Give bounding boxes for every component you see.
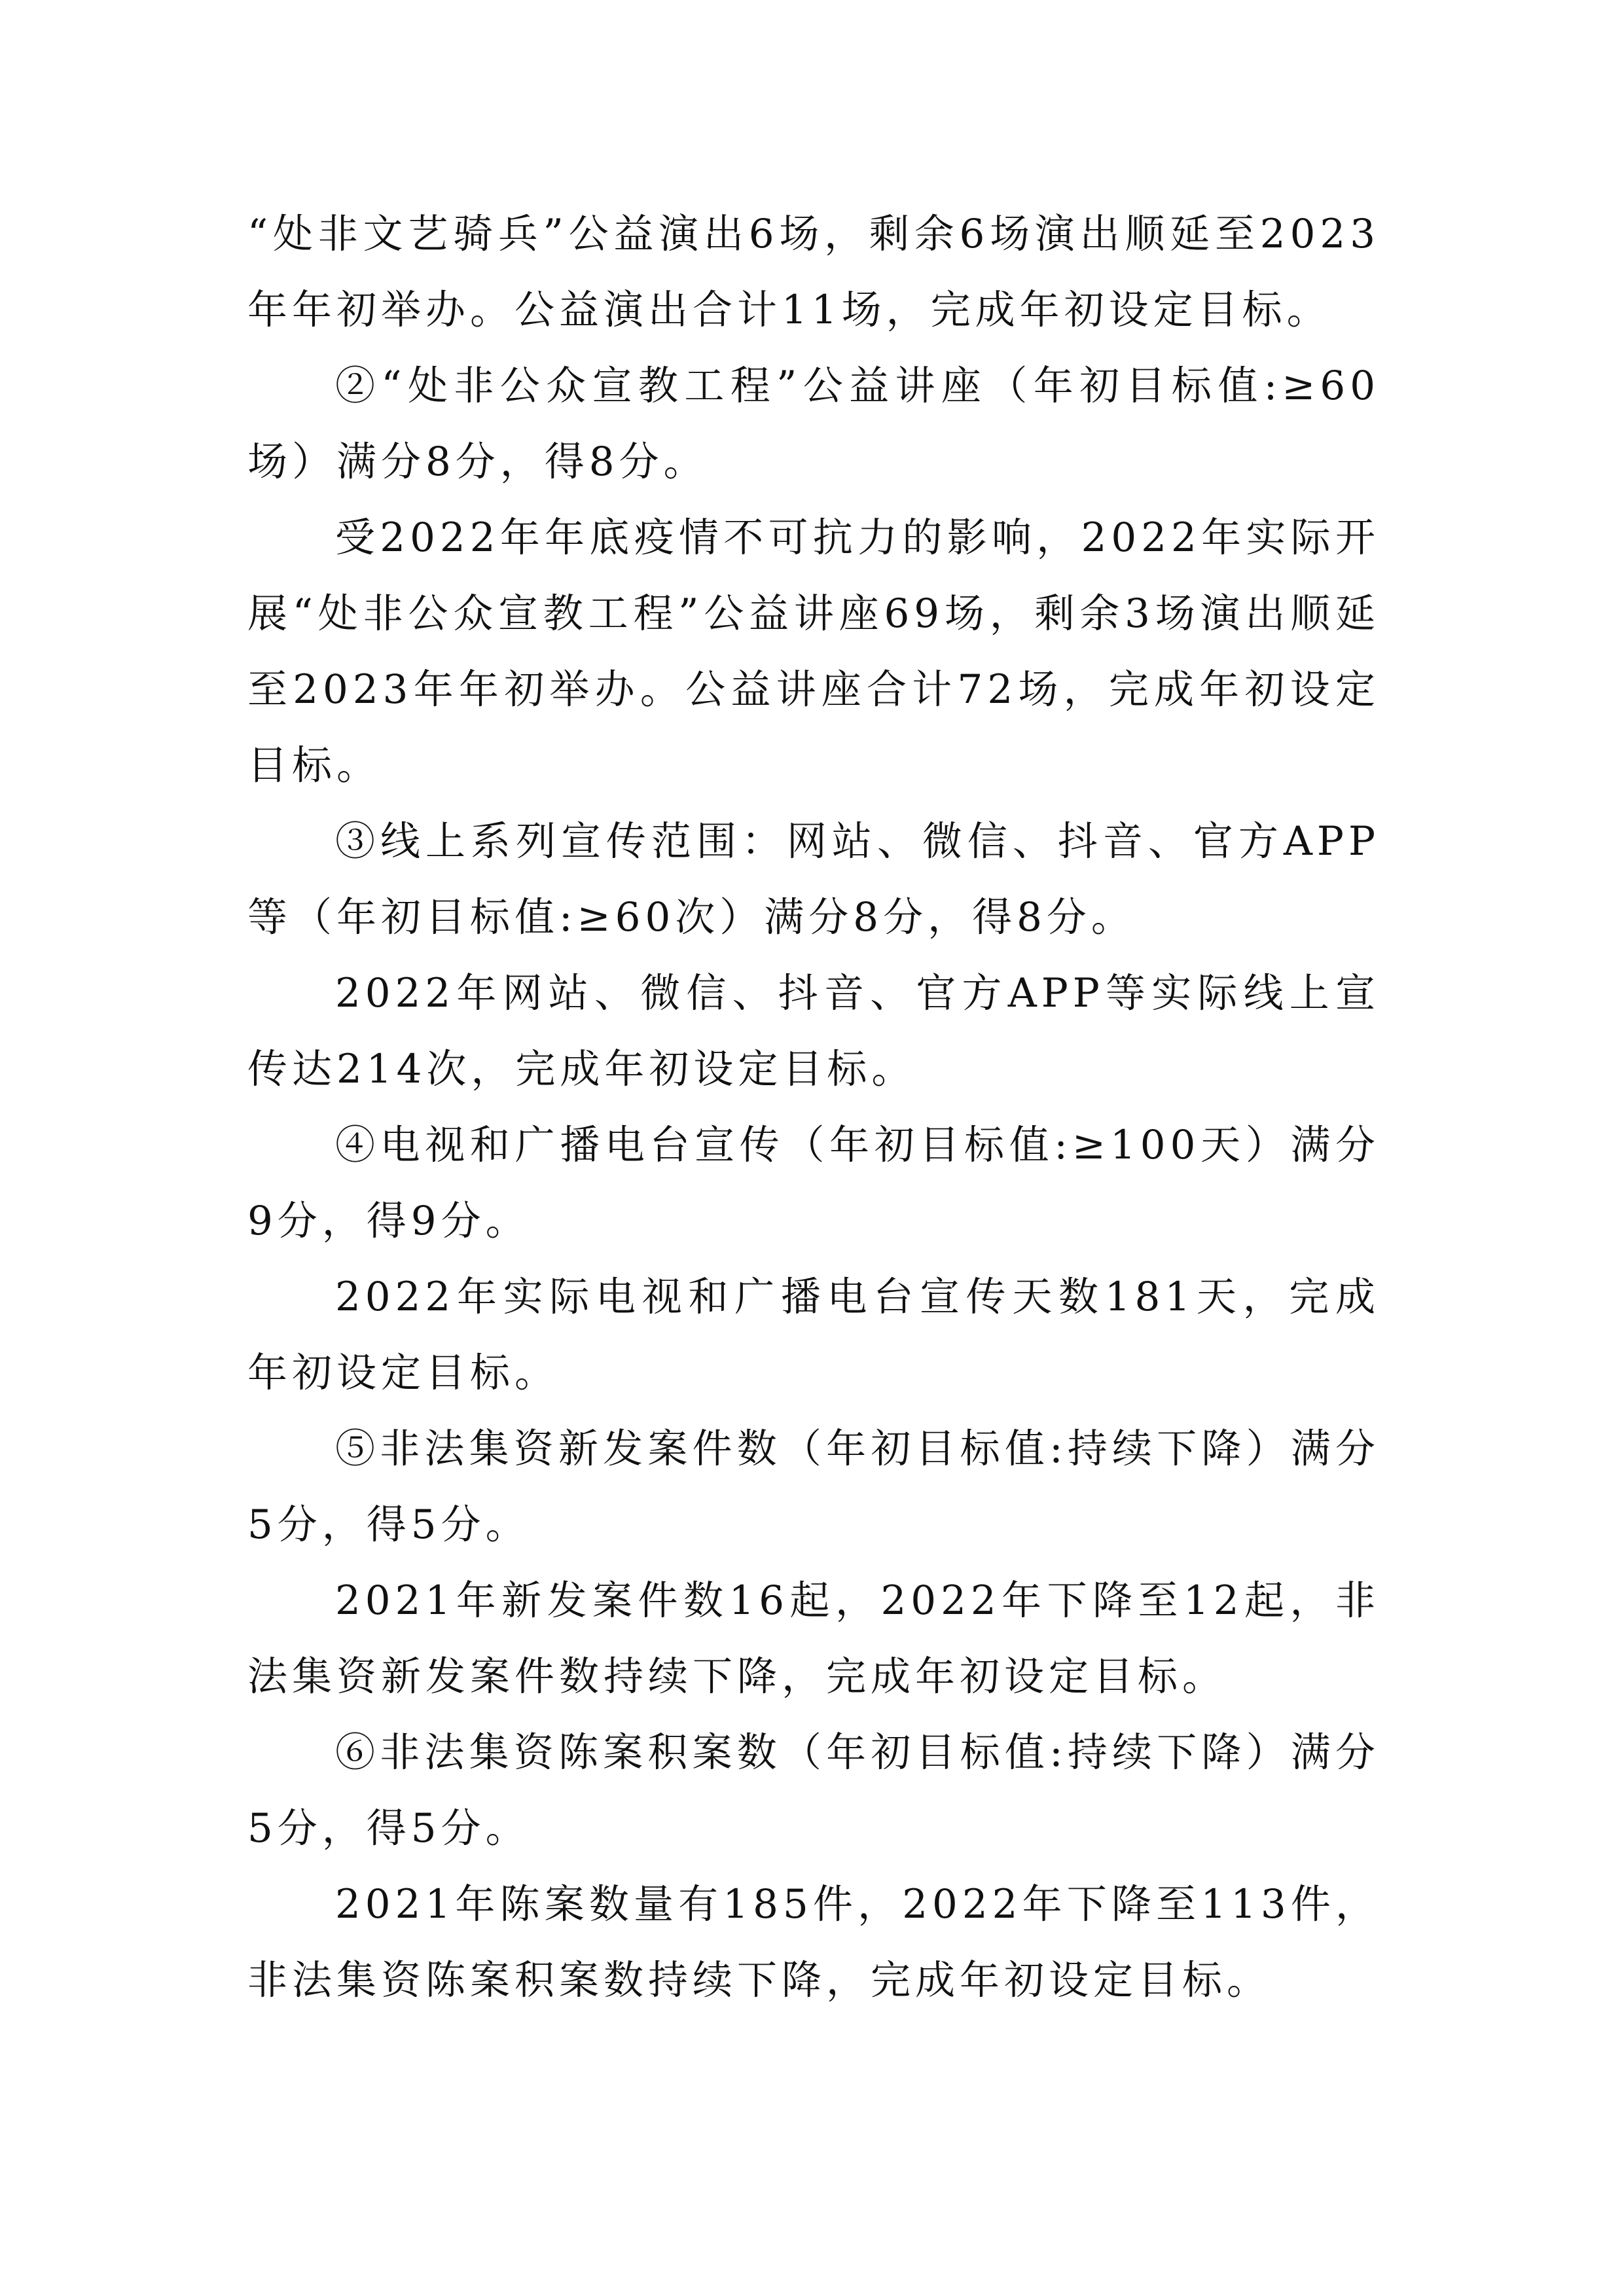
paragraph-6: ④电视和广播电台宣传（年初目标值:≥100天）满分9分，得9分。 [247,1122,1380,1244]
paragraph-3: 受2022年年底疫情不可抗力的影响，2022年实际开展“处非公众宣教工程”公益讲座69场，剩余3场演出顺延至2023年年初举办。公益讲座合计72场，完成年初设定目标。 [247,514,1380,789]
paragraph-9: 2021年新发案件数16起，2022年下降至12起，非法集资新发案件数持续下降，完成年初设定目标。 [247,1577,1380,1700]
paragraph-7: 2022年实际电视和广播电台宣传天数181天，完成年初设定目标。 [247,1274,1380,1396]
paragraph-2: ②“处非公众宣教工程”公益讲座（年初目标值:≥60场）满分8分，得8分。 [247,363,1380,485]
paragraph-1: “处非文艺骑兵”公益演出6场，剩余6场演出顺延至2023年年初举办。公益演出合计11场，完成年初设定目标。 [247,211,1380,333]
paragraph-5: 2022年网站、微信、抖音、官方APP等实际线上宣传达214次，完成年初设定目标。 [247,970,1380,1092]
paragraph-8: ⑤非法集资新发案件数（年初目标值:持续下降）满分5分，得5分。 [247,1426,1380,1548]
paragraph-10: ⑥非法集资陈案积案数（年初目标值:持续下降）满分5分，得5分。 [247,1729,1380,1852]
paragraph-4: ③线上系列宣传范围：网站、微信、抖音、官方APP等（年初目标值:≥60次）满分8分，得8分。 [247,818,1380,941]
document-body [247,196,1380,2018]
paragraph-11: 2021年陈案数量有185件，2022年下降至113件，非法集资陈案积案数持续下降，完成年初设定目标。 [247,1881,1380,2003]
